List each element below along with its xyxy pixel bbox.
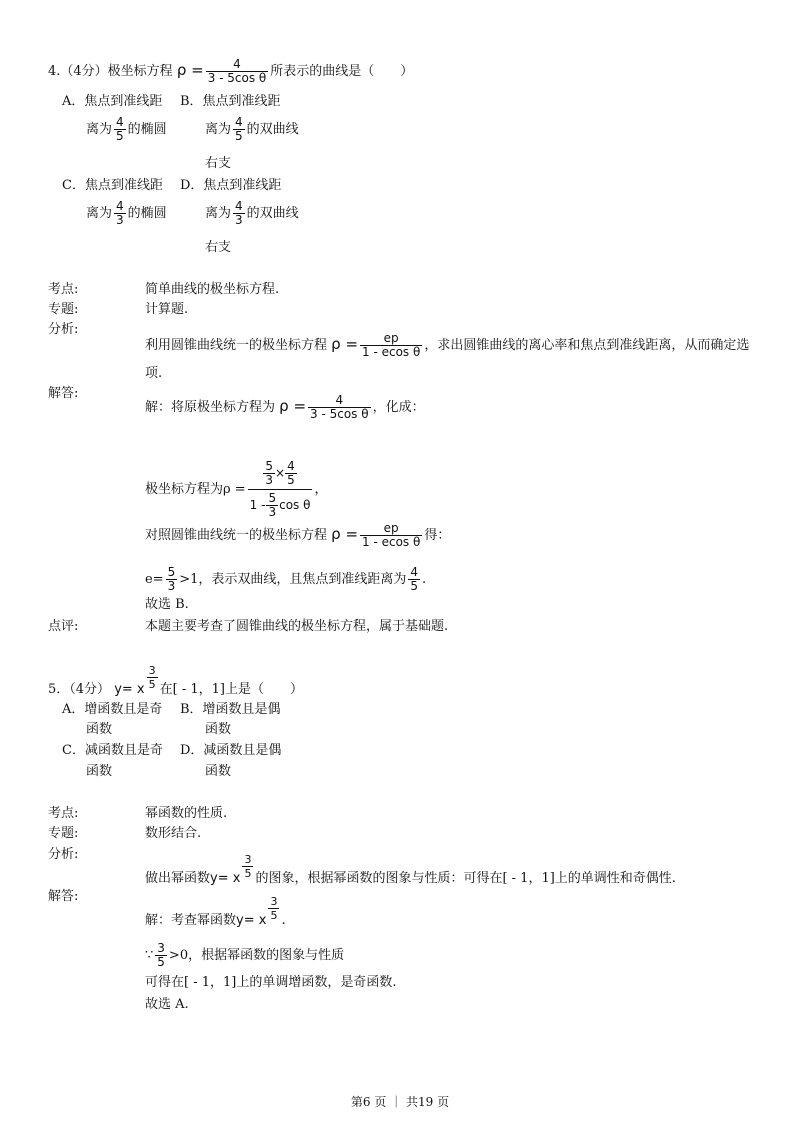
q5-kaodian: 幂函数的性质.	[145, 806, 228, 821]
den: 3	[268, 505, 277, 519]
q5-option-a: A．增函数且是奇	[62, 702, 163, 717]
text: 离为	[86, 206, 113, 221]
q4-den: 3 - 5cos θ	[207, 71, 267, 85]
q5-stem	[48, 664, 303, 703]
q5-zhuanti: 数形结合.	[145, 826, 202, 841]
num: 4	[308, 394, 371, 408]
text: 1 -	[249, 498, 266, 512]
q5-kaodian-label: 考点:	[48, 806, 79, 821]
den: 1 - ecos θ	[362, 535, 421, 549]
den: 5	[148, 678, 156, 691]
fraction	[155, 942, 167, 969]
q5-jie-line4: 故选 A.	[145, 997, 189, 1012]
function: y= x	[210, 871, 241, 886]
den: 3	[235, 213, 243, 227]
rho: ρ =	[331, 335, 359, 353]
fraction	[233, 200, 245, 227]
q4-option-d-line3: 右支	[205, 240, 232, 255]
fraction	[408, 566, 420, 593]
q5-option-d-line2: 函数	[205, 764, 232, 779]
den: 3	[265, 473, 274, 487]
fraction	[114, 116, 126, 143]
compound-fraction	[248, 460, 313, 519]
fraction	[166, 566, 178, 593]
q4-jieda-label: 解答:	[48, 386, 79, 401]
text: 利用圆锥曲线统一的极坐标方程	[145, 338, 328, 353]
q4-option-d-line2	[205, 200, 299, 227]
q4-kaodian: 简单曲线的极坐标方程.	[145, 282, 280, 297]
text: 对照圆锥曲线统一的极坐标方程	[145, 528, 328, 543]
text: 做出幂函数	[145, 871, 211, 886]
q5-option-b-line2: 函数	[205, 722, 232, 737]
q4-jie-line3	[145, 522, 450, 549]
q5-jieda-label: 解答:	[48, 889, 79, 904]
text: >0，根据幂函数的图象与性质	[168, 948, 345, 963]
q4-fenxi-label: 分析:	[48, 322, 79, 337]
exponent	[268, 895, 279, 922]
compound-num	[248, 460, 313, 490]
den: 3	[116, 213, 124, 227]
text: 极坐标方程为ρ =	[145, 482, 246, 497]
text: 得：	[424, 528, 451, 543]
den: 5	[287, 473, 295, 487]
fraction	[360, 332, 422, 359]
q5-option-a-line2: 函数	[86, 722, 113, 737]
fraction	[233, 116, 245, 143]
q5-fenxi-label: 分析:	[48, 847, 79, 862]
q4-option-b-line3: 右支	[205, 156, 232, 171]
num: 4	[235, 115, 243, 129]
fraction	[263, 460, 275, 487]
q4-jie-line2	[145, 460, 327, 519]
q4-dianping: 本题主要考查了圆锥曲线的极坐标方程，属于基础题.	[145, 619, 449, 634]
q4-option-c-line2	[86, 200, 167, 227]
text: ，化成：	[372, 400, 425, 415]
q4-rho: ρ =	[176, 61, 204, 79]
text: 离为	[86, 122, 113, 137]
text: cos θ	[279, 498, 311, 512]
num: 4	[116, 199, 124, 213]
text: >1，表示双曲线，且焦点到准线距离为	[179, 572, 407, 587]
fraction	[308, 394, 371, 421]
den: 1 - ecos θ	[362, 345, 421, 359]
fraction	[285, 460, 297, 487]
q5-head: 5．（4分）	[48, 682, 111, 697]
q5-option-d: D．减函数且是偶	[180, 743, 282, 758]
q4-jie-line5: 故选 B.	[145, 597, 189, 612]
function: y= x	[236, 913, 267, 928]
q4-option-b-line2	[205, 116, 299, 143]
num: 3	[148, 664, 156, 677]
text: .	[281, 913, 286, 928]
num: ep	[360, 332, 422, 346]
num: 3	[157, 941, 165, 955]
num: 4	[410, 565, 419, 579]
q4-zhuanti: 计算题.	[145, 302, 189, 317]
text: .	[422, 572, 427, 587]
den: 5	[244, 867, 252, 880]
rho: ρ =	[331, 525, 359, 543]
text: e=	[145, 572, 164, 587]
text: 离为	[205, 122, 232, 137]
q5-option-b: B．增函数且是偶	[180, 702, 281, 717]
text: ，	[314, 482, 328, 497]
den: 5	[116, 129, 124, 143]
q4-tail: 所表示的曲线是（ ）	[270, 64, 414, 79]
q5-tail: 在[ - 1，1]上是（ ）	[159, 682, 303, 697]
q4-option-a: A．焦点到准线距	[62, 94, 163, 109]
den: 5	[157, 955, 165, 969]
q5-jie-line1	[145, 895, 286, 934]
q4-option-b: B．焦点到准线距	[180, 94, 281, 109]
q5-option-c: C．减函数且是奇	[62, 743, 163, 758]
q4-option-a-line2	[86, 116, 167, 143]
num: 3	[270, 895, 278, 908]
text: ∵	[145, 948, 154, 963]
den: 3	[167, 579, 176, 593]
num: 4	[287, 459, 295, 473]
fraction	[114, 200, 126, 227]
q4-kaodian-label: 考点:	[48, 282, 79, 297]
q4-fenxi-line1	[145, 332, 749, 359]
compound-den	[248, 490, 313, 519]
q4-dianping-label: 点评:	[48, 619, 79, 634]
num: 5	[265, 459, 274, 473]
q4-head: 4.（4分）极坐标方程	[48, 64, 173, 79]
q5-exponent	[147, 664, 158, 691]
q4-fenxi-line2: 项.	[145, 366, 163, 381]
text: 的椭圆	[127, 122, 167, 137]
q5-function: y= x	[114, 682, 145, 697]
q5-option-c-line2: 函数	[86, 764, 113, 779]
num: 4	[235, 199, 243, 213]
rho: ρ =	[279, 397, 307, 415]
text: 离为	[205, 206, 232, 221]
fraction	[266, 492, 278, 519]
num: 4	[116, 115, 124, 129]
q5-fenxi-line	[145, 853, 676, 892]
q5-jie-line2	[145, 942, 344, 969]
q4-jie-line4	[145, 566, 426, 593]
q5-zhuanti-label: 专题:	[48, 826, 79, 841]
text: 解：考查幂函数	[145, 913, 237, 928]
q4-option-c: C．焦点到准线距	[62, 178, 163, 193]
q4-option-d: D．焦点到准线距	[180, 178, 282, 193]
q5-jie-line3: 可得在[ - 1，1]上的单调增函数，是奇函数.	[145, 975, 397, 990]
times: ×	[275, 466, 286, 480]
q4-zhuanti-label: 专题:	[48, 302, 79, 317]
text: 解：将原极坐标方程为	[145, 400, 276, 415]
num: ep	[360, 522, 422, 536]
den: 3 - 5cos θ	[310, 407, 369, 421]
text: 的图象，根据幂函数的图象与性质：可得在[ - 1，1]上的单调性和奇偶性.	[255, 871, 676, 886]
text: 的双曲线	[246, 122, 299, 137]
den: 5	[410, 579, 419, 593]
text: 的双曲线	[246, 206, 299, 221]
num: 5	[268, 491, 277, 505]
exponent	[242, 853, 253, 880]
den: 5	[270, 909, 278, 922]
q4-num: 4	[206, 58, 269, 72]
fraction	[360, 522, 422, 549]
text: 的椭圆	[127, 206, 167, 221]
num: 5	[167, 565, 176, 579]
num: 3	[244, 853, 252, 866]
q4-jie-line1	[145, 394, 425, 421]
q4-stem	[48, 58, 413, 85]
page-footer: 第6 页 ｜ 共19 页	[350, 1095, 450, 1109]
den: 5	[235, 129, 243, 143]
q4-fraction	[206, 58, 269, 85]
text: ，求出圆锥曲线的离心率和焦点到准线距离，从而确定选	[424, 338, 750, 353]
